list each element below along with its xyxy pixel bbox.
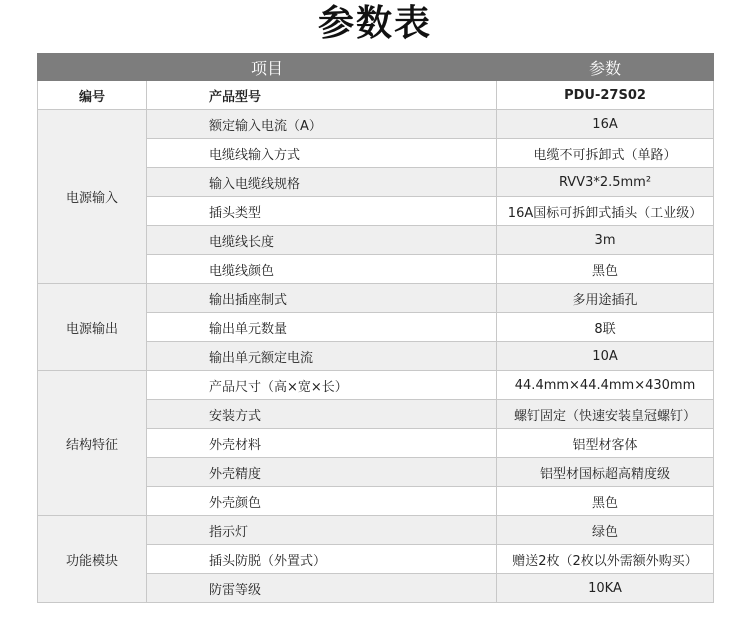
- row-value: PDU-27S02: [497, 81, 714, 110]
- row-item: 防雷等级: [147, 574, 497, 603]
- header-param: 参数: [497, 54, 714, 81]
- row-item: 外壳精度: [147, 458, 497, 487]
- group-label: 电源输出: [38, 284, 147, 371]
- row-value: 黑色: [497, 487, 714, 516]
- row-value: 8联: [497, 313, 714, 342]
- row-item: 额定输入电流（A）: [147, 110, 497, 139]
- row-item: 电缆线输入方式: [147, 139, 497, 168]
- header-item: 项目: [38, 54, 497, 81]
- row-value: 黑色: [497, 255, 714, 284]
- row-value: 电缆不可拆卸式（单路）: [497, 139, 714, 168]
- row-value: 铝型材客体: [497, 429, 714, 458]
- row-item: 电缆线颜色: [147, 255, 497, 284]
- table-row: [38, 371, 714, 400]
- group-label: 结构特征: [38, 371, 147, 516]
- row-item: 产品型号: [147, 81, 497, 110]
- row-value: 铝型材国标超高精度级: [497, 458, 714, 487]
- row-item: 产品尺寸（高×宽×长）: [147, 371, 497, 400]
- row-value: 16A国标可拆卸式插头（工业级）: [497, 197, 714, 226]
- row-item: 输出插座制式: [147, 284, 497, 313]
- row-item: 外壳颜色: [147, 487, 497, 516]
- row-item: 安装方式: [147, 400, 497, 429]
- group-label: 功能模块: [38, 516, 147, 603]
- row-value: 16A: [497, 110, 714, 139]
- table-row: [38, 81, 714, 110]
- row-item: 输出单元数量: [147, 313, 497, 342]
- row-value: 多用途插孔: [497, 284, 714, 313]
- row-value: 绿色: [497, 516, 714, 545]
- table-header-row: [38, 54, 714, 81]
- table-row: [38, 284, 714, 313]
- row-item: 外壳材料: [147, 429, 497, 458]
- row-item: 输出单元额定电流: [147, 342, 497, 371]
- table-row: [38, 110, 714, 139]
- row-value: 3m: [497, 226, 714, 255]
- row-item: 插头防脱（外置式）: [147, 545, 497, 574]
- table-row: [38, 516, 714, 545]
- row-item: 插头类型: [147, 197, 497, 226]
- page-title: 参数表: [317, 3, 432, 44]
- row-value: RVV3*2.5mm²: [497, 168, 714, 197]
- row-item: 输入电缆线规格: [147, 168, 497, 197]
- row-value: 44.4mm×44.4mm×430mm: [497, 371, 714, 400]
- row-value: 10A: [497, 342, 714, 371]
- row-value: 10KA: [497, 574, 714, 603]
- spec-table: [37, 53, 714, 603]
- group-label: 电源输入: [38, 110, 147, 284]
- row-value: 螺钉固定（快速安装皇冠螺钉）: [497, 400, 714, 429]
- row-group-label: 编号: [38, 81, 147, 110]
- row-item: 指示灯: [147, 516, 497, 545]
- row-item: 电缆线长度: [147, 226, 497, 255]
- row-value: 赠送2枚（2枚以外需额外购买）: [497, 545, 714, 574]
